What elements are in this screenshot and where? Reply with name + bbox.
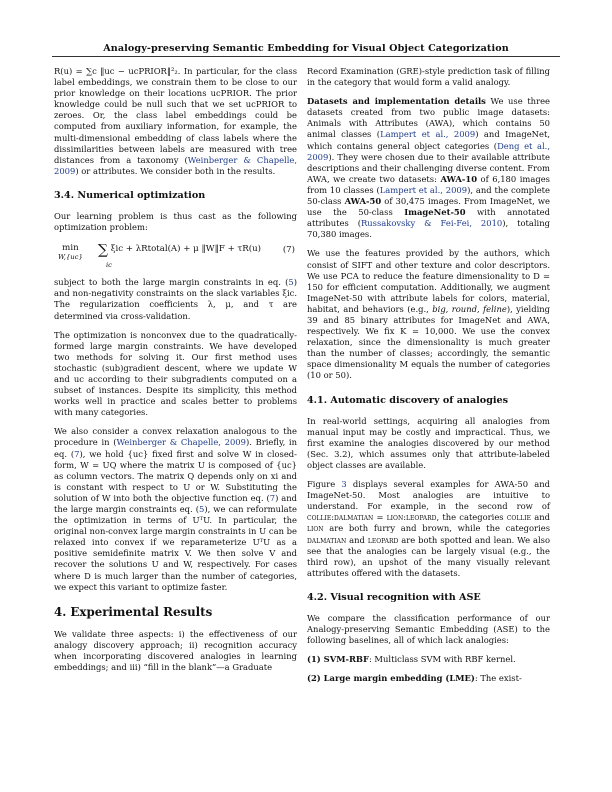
eq-min: min (62, 243, 79, 254)
paragraph-validate: We validate three aspects: i) the effectiveness of our analogy discovery approach; ii) recognition accuracy when incorporating discovered analogies in learning embeddings; and iii) “fill in the blank”—a Graduate (54, 628, 297, 673)
paragraph-gre: Record Examination (GRE)-style prediction task of filling in the category that would form a valid analogy. (307, 66, 550, 88)
text: We also consider a convex relaxation analogous to the procedure in ( (54, 426, 297, 448)
paragraph-datasets (307, 96, 550, 240)
dataset-name: AWA-50 (344, 196, 382, 207)
citation-link[interactable]: Lampert et al., 2009 (379, 184, 468, 195)
text: ), we can reformulate the optimization in terms of UᵀU. In particular, the original non-convex large margin constraints in U can be relaxed into convex if we reparameterize UᵀU as a positive semidefinite matrix V. We then solve V and recover the solutions U and W, respectively. For cases where D is much larger than the number of categories, we expect this variant to optimize faster. (54, 504, 297, 592)
citation-link[interactable]: Weinberger & Chapelle, 2009 (54, 154, 297, 176)
text: are both furry and brown, while the categories (323, 523, 550, 534)
paragraph-compare: We compare the classification performance of our Analogy-preserving Semantic Embedding (ASE) to the following baselines, all of which lack analogies: (307, 613, 550, 646)
eq-sum-subscript: ic (106, 261, 112, 270)
text: and (531, 512, 550, 523)
citation-link[interactable]: Lampert et al., 2009 (380, 129, 476, 140)
equation-ref-link[interactable]: 5 (199, 504, 205, 514)
eq-number: (7) (282, 245, 295, 256)
section-heading-visual-recognition: 4.2. Visual recognition with ASE (307, 591, 481, 603)
text: ) or attributes. We consider both in the results. (75, 165, 276, 176)
citation-link[interactable]: Weinberger & Chapelle, 2009 (116, 437, 246, 448)
text: of 30,475 images. From ImageNet, we use the 50-class (307, 196, 551, 218)
text: We use the features provided by the authors, which consist of SIFT and other texture and color descriptors. We use PCA to reduce the feature dimensionality to D = 150 for efficient computation. Additionally, we augment ImageNet-50 with attribute labels for colors, material, habitat, and behaviors (e.g., (307, 248, 550, 314)
run-in-heading-datasets: Datasets and implementation details (307, 96, 486, 107)
right-column (307, 66, 550, 693)
text: : Multiclass SVM with RBF kernel. (368, 654, 516, 665)
equation-7 (54, 241, 297, 269)
section-heading-automatic-discovery: 4.1. Automatic discovery of analogies (307, 394, 509, 406)
text: ), and the complete 50-class (307, 184, 550, 207)
text: of 6,180 images from 10 classes ( (307, 173, 550, 195)
analogy-example: collie:dalmatian = lion:leopard (307, 512, 437, 523)
section-heading-experimental-results: 4. Experimental Results (54, 604, 213, 619)
text: We use three datasets created from two public image datasets: Animals with Attributes (AWA), which contains 50 animal classes ( (307, 96, 550, 140)
paragraph-real-world: In real-world settings, acquiring all analogies from manual input may be costly and impractical. Thus, we first examine the analogies discovered by our method (Sec. 3.2), which assumes only that attribute-labeled object classes are available. (307, 415, 550, 470)
citation-link[interactable]: Russakovsky & Fei-Fei, 2010 (360, 218, 503, 229)
attribute-examples: big, round, feline (432, 303, 507, 314)
text: ), totaling 70,380 images. (307, 218, 550, 240)
paragraph-features (307, 248, 550, 381)
text: displays several examples for AWA-50 and ImageNet-50. Most analogies are intuitive to understand. For example, in the second row of (307, 479, 550, 512)
eq-min-subscript: W,{uc} (58, 253, 83, 262)
list-item-svm-rbf (307, 654, 550, 665)
category-name: lion (307, 523, 324, 534)
sum-symbol: ∑ (98, 242, 108, 259)
paragraph-convex-relaxation (54, 426, 297, 592)
text: R(u) = ∑c ‖uc − ucPRIOR‖²₂. In particular, for the class label embeddings, we constrain them to be close to our prior knowledge on their locations ucPRIOR. The prior knowledge could be null such that we set ucPRIOR to zeroes. Or, the class label embeddings could be computed from auxiliary information, for example, the multi-dimensional embedding of class labels where the dissimilarities between labels are measured with tree distances from a taxonomy ( (54, 66, 297, 165)
eq-body: ξic + λRtotal(A) + μ ‖W‖F + τR(u) (110, 244, 261, 255)
category-name: dalmatian (307, 534, 347, 545)
text: ). They were chosen due to their available attribute descriptions and their challenging diverse content. From AWA, we create two datasets: (307, 151, 550, 184)
text: with annotated attributes ( (307, 207, 551, 229)
text: ), yielding 39 and 85 binary attributes for ImageNet and AWA, respectively. We fix K = 10,000. We use the convex relaxation, since the dimensionality is much greater than the number of classes; accordingly, the semantic space dimensionality M equals the number of categories (10 or 50). (307, 303, 551, 381)
text: ), we hold {uc} fixed first and solve W in closed-form, W = UQ where the matrix U is composed of {uc} as column vectors. The matrix Q depends only on xi and is constant with respect to U or W. Substituting the solution of W into both the objective function eq. ( (54, 448, 297, 503)
text: Figure (307, 479, 342, 490)
header-rule (52, 56, 560, 57)
text: and (346, 534, 368, 545)
left-column (54, 66, 297, 681)
list-item-lme (307, 673, 550, 684)
paragraph-regularizer (54, 66, 297, 177)
text: subject to both the large margin constraints in eq. ( (54, 277, 289, 288)
section-heading-numerical-optimization: 3.4. Numerical optimization (54, 189, 206, 201)
running-header: Analogy-preserving Semantic Embedding for Visual Object Categorization (103, 43, 509, 54)
text: ) and non-negativity constraints on the slack variables ξic. The regularization coefficients λ, μ, and τ are determined via cross-validation. (54, 277, 297, 321)
text: : The exist- (474, 673, 522, 684)
text: ). Briefly, in eq. ( (54, 437, 297, 459)
equation-ref-link[interactable]: 5 (288, 277, 294, 288)
equation-ref-link[interactable]: 7 (269, 492, 276, 503)
dataset-name: ImageNet-50 (404, 207, 466, 218)
citation-link[interactable]: Deng et al., 2009 (307, 140, 550, 162)
text: ) and the large margin constraints eq. ( (54, 492, 297, 514)
dataset-name: AWA-10 (440, 173, 478, 184)
equation-ref-link[interactable]: 7 (74, 448, 80, 459)
text: are both spotted and lean. We also see that the analogies can be largely visual (e.g., the third row), an upshot of the many visually relevant attributes offered with the datasets. (307, 534, 551, 578)
paragraph-constraints (54, 277, 297, 321)
category-name: collie (506, 512, 532, 523)
list-item-lead: (2) Large margin embedding (LME) (307, 673, 475, 684)
paragraph-nonconvex: The optimization is nonconvex due to the quadratically-formed large margin constraints. We have developed two methods for solving it. Our first method uses stochastic (sub)gradient descent, where we update W and uc according to their subgradients computed on a subset of instances. Despite its simplicity, this method works well in practice and scales better to problems with many categories. (54, 329, 297, 418)
list-item-lead: (1) SVM-RBF (307, 654, 369, 665)
paragraph-figure3 (307, 479, 550, 579)
paragraph-problem-intro: Our learning problem is thus cast as the following optimization problem: (54, 211, 297, 233)
figure-ref-link[interactable]: 3 (341, 479, 347, 490)
text: , the categories (436, 512, 507, 523)
text: ) and ImageNet, which contains general object categories ( (307, 129, 550, 151)
category-name: leopard (367, 534, 399, 545)
